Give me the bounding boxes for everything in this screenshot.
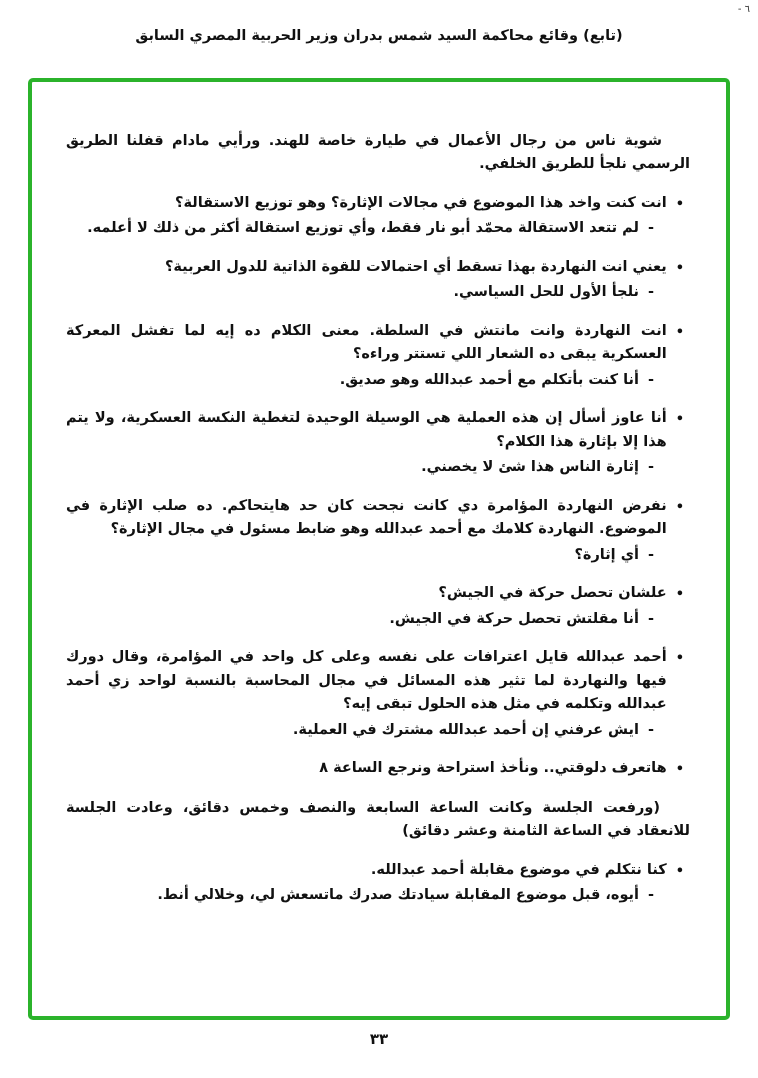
answer-item <box>66 884 690 907</box>
page-header: (تابع) وقائع محاكمة السيد شمس بدران وزير الحربية المصري السابق <box>135 28 623 44</box>
dialog-text: لم تتعد الاستقالة محمّد أبو نار فقط، وأي توزيع استقالة أكثر من ذلك لا أعلمه. <box>87 220 639 237</box>
question-item <box>66 320 690 367</box>
answer-item <box>66 456 690 479</box>
dialog-text: ايش عرفني إن أحمد عبدالله مشترك في العملية. <box>292 721 639 738</box>
dialog-text: أحمد عبدالله قايل اعترافات على نفسه وعلى كل واحد في المؤامرة، وقال دورك فيها والنهاردة لما تثير هذه المسائل في مجال المحاسبة بالنسبة لواحد زي أحمد عبدالله وتكلمه في مثل هذه الحلول تبقى إيه؟ <box>66 649 667 713</box>
dash-icon: - <box>647 284 654 301</box>
question-item <box>66 407 690 454</box>
dash-icon: - <box>647 220 654 237</box>
question-item <box>66 495 690 542</box>
bullet-icon: • <box>675 499 684 515</box>
session-note-paragraph <box>66 797 690 844</box>
dialog-text: أي إثارة؟ <box>574 546 639 563</box>
answer-item <box>66 281 690 304</box>
answer-item <box>66 608 690 631</box>
intro-paragraph: شوية ناس من رجال الأعمال في طيارة خاصة للهند. ورأيي مادام قفلنا الطريق الرسمي نلجأ للطريق الخلفي. <box>66 133 690 173</box>
dialog-list <box>66 192 690 908</box>
question-item <box>66 757 690 780</box>
dialog-text: انت كنت واخد هذا الموضوع في مجالات الإثارة؟ وهو توزيع الاستقالة؟ <box>175 194 667 211</box>
question-item <box>66 256 690 279</box>
bullet-icon: • <box>675 587 684 603</box>
dialog-text: يعني انت النهاردة بهذا تسقط أي احتمالات للقوة الذاتية للدول العربية؟ <box>164 258 667 275</box>
question-item <box>66 192 690 215</box>
dash-icon: - <box>647 610 654 627</box>
bullet-icon: • <box>675 260 684 276</box>
content-border-box <box>28 78 730 1020</box>
dialog-text: نفرض النهاردة المؤامرة دي كانت نجحت كان حد هايتحاكم. ده صلب الإثارة في الموضوع. النهاردة كلامك مع أحمد عبدالله وهو ضابط مسئول في مجال الإثارة؟ <box>66 497 667 538</box>
answer-item <box>66 544 690 567</box>
dialog-text: علشان تحصل حركة في الجيش؟ <box>438 585 667 602</box>
question-item <box>66 582 690 605</box>
bullet-icon: • <box>675 762 684 778</box>
question-item <box>66 859 690 882</box>
dialog-text: أنا كنت بأتكلم مع أحمد عبدالله وهو صديق. <box>339 371 639 388</box>
dash-icon: - <box>647 887 654 904</box>
answer-item <box>66 369 690 392</box>
dialog-text: كنا نتكلم في موضوع مقابلة أحمد عبدالله. <box>370 861 667 878</box>
dialog-text: إثارة الناس هذا شئ لا يخصني. <box>421 459 639 476</box>
dialog-text: انت النهاردة وانت مانتش في السلطة. معنى الكلام ده إيه لما تفشل المعركة العسكرية يبقى ده الشعار اللي تستتر وراءه؟ <box>66 322 667 363</box>
bullet-icon: • <box>675 412 684 428</box>
bullet-icon: • <box>675 324 684 340</box>
dialog-text: أنا مقلتش تحصل حركة في الجيش. <box>389 610 639 627</box>
corner-mark: ٦ - <box>737 4 750 15</box>
bullet-icon: • <box>675 651 684 667</box>
dialog-text: أيوه، قبل موضوع المقابلة سيادتك صدرك ماتسعش لي، وخلالي أنط. <box>157 887 639 904</box>
dash-icon: - <box>647 459 654 476</box>
question-item <box>66 646 690 716</box>
answer-item <box>66 719 690 742</box>
bullet-icon: • <box>675 863 684 879</box>
page-number: ٣٣ <box>369 1030 389 1048</box>
dash-icon: - <box>647 546 654 563</box>
dialog-text: هاتعرف دلوقتي.. ونأخذ استراحة ونرجع الساعة ٨ <box>319 760 667 777</box>
dash-icon: - <box>647 371 654 388</box>
bullet-icon: • <box>675 196 684 212</box>
dash-icon: - <box>647 721 654 738</box>
dialog-text: أنا عاوز أسأل إن هذه العملية هي الوسيلة الوحيدة لتغطية النكسة العسكرية، ولا يتم هذا إلا بإثارة هذا الكلام؟ <box>66 410 667 450</box>
note-text: (ورفعت الجلسة وكانت الساعة السابعة والنصف وخمس دقائق، وعادت الجلسة للانعقاد في الساعة الثامنة وعشر دقائق) <box>66 799 690 840</box>
dialog-text: نلجأ الأول للحل السياسي. <box>453 284 639 301</box>
answer-item <box>66 217 690 240</box>
